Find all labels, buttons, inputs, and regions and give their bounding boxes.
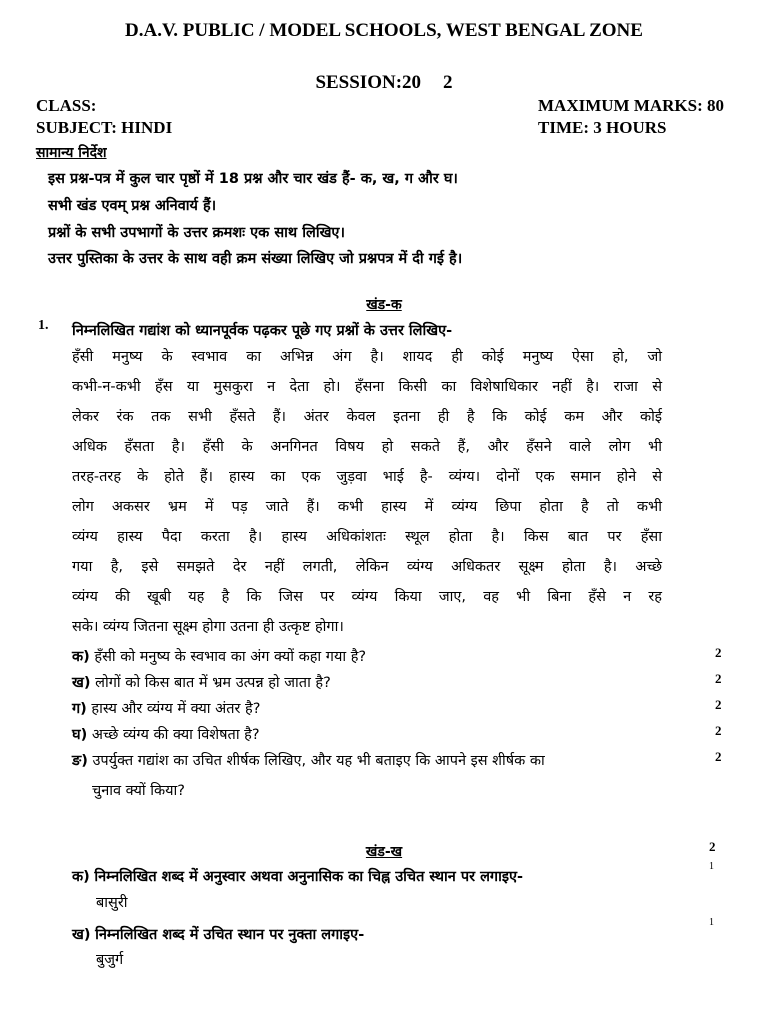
session-tail: 2: [443, 72, 453, 93]
question-number: 1.: [38, 318, 49, 333]
sub-question-label: ङ): [72, 753, 88, 769]
passage-line: लोग अकसर भ्रम में पड़ जाते हैं। कभी हास्य में व्यंग्य छिपा होता है तो कभी: [72, 499, 662, 515]
passage-line: सके। व्यंग्य जितना सूक्ष्म होगा उतना ही उत्कृष्ट होगा।: [72, 619, 344, 635]
instruction-item: प्रश्नों के सभी उपभागों के उत्तर क्रमशः एक साथ लिखिए।: [48, 225, 345, 241]
sub-question: [72, 698, 260, 718]
marks: 2: [709, 839, 716, 854]
answer-word: बासुरी: [96, 895, 128, 911]
passage-line: व्यंग्य हास्य पैदा करता है। हास्य अधिकांशतः स्थूल होता है। किस बात पर हँसा: [72, 529, 662, 545]
sub-question-continuation: चुनाव क्यों किया?: [92, 783, 185, 799]
passage-line: अधिक हँसता है। हँसी के अनगिनत विषय हो सकते हैं, और हँसने वाले लोग भी: [72, 439, 662, 455]
instruction-item: उत्तर पुस्तिका के उत्तर के साथ वही क्रम संख्या लिखिए जो प्रश्नपत्र में दी गई है।: [48, 251, 463, 267]
school-title: D.A.V. PUBLIC / MODEL SCHOOLS, WEST BENGAL ZONE: [125, 20, 643, 41]
sub-question-label: क): [72, 869, 90, 885]
sub-question: [72, 724, 260, 744]
sub-question: [72, 750, 545, 770]
question-1-text: निम्नलिखित गद्यांश को ध्यानपूर्वक पढ़कर पूछे गए प्रश्नों के उत्तर लिखिए-: [72, 323, 453, 339]
subject-label: SUBJECT: HINDI: [36, 118, 173, 137]
sub-question-text: अच्छे व्यंग्य की क्या विशेषता है?: [91, 727, 260, 743]
sub-question: [72, 646, 366, 666]
sub-question-text: लोगों को किस बात में भ्रम उत्पन्न हो जाता है?: [95, 675, 331, 691]
marks: 2: [715, 697, 722, 712]
passage-line: लेकर रंक तक सभी हँसते हैं। अंतर केवल इतना ही है कि कोई कम और कोई: [72, 409, 662, 425]
passage-line: गया है, इसे समझते देर नहीं लगती, लेकिन व्यंग्य अधिकतर सूक्ष्म होता है। अच्छे: [72, 559, 662, 575]
passage-line: व्यंग्य की खूबी यह है कि जिस पर व्यंग्य किया जाए, वह भी बिना हँसे न रह: [72, 589, 662, 605]
marks: 2: [715, 749, 722, 764]
class-label: CLASS:: [36, 96, 97, 115]
sub-question-text: हँसी को मनुष्य के स्वभाव का अंग क्यों कहा गया है?: [94, 649, 367, 665]
session-label: SESSION:20: [315, 72, 422, 93]
section-b-title: खंड-ख: [365, 844, 403, 860]
sub-question-label: घ): [72, 727, 88, 743]
sub-question-label: क): [72, 649, 90, 665]
sub-question-text: निम्नलिखित शब्द में उचित स्थान पर नुक्ता लगाइए-: [95, 927, 365, 943]
instruction-item: सभी खंड एवम् प्रश्न अनिवार्य हैं।: [48, 198, 217, 214]
sub-question: [72, 866, 523, 886]
sub-question: [72, 672, 331, 692]
sub-question-label: ख): [72, 675, 91, 691]
sub-question-label: ग): [72, 701, 87, 717]
maximum-marks: MAXIMUM MARKS: 80: [538, 96, 725, 115]
passage-line: तरह-तरह के होते हैं। हास्य का एक जुड़वा भाई है- व्यंग्य। दोनों एक समान होने से: [72, 469, 662, 485]
marks: 2: [715, 723, 722, 738]
instruction-item: इस प्रश्न-पत्र में कुल चार पृष्ठों में 18 प्रश्न और चार खंड हैं- क, ख, ग और घ।: [48, 171, 458, 187]
passage-line: हँसी मनुष्य के स्वभाव का अभिन्न अंग है। शायद ही कोई मनुष्य ऐसा हो, जो: [72, 349, 662, 365]
sub-question-label: ख): [72, 927, 91, 943]
marks: 2: [715, 671, 722, 686]
session-line: [0, 72, 768, 94]
sub-question-text: हास्य और व्यंग्य में क्या अंतर है?: [91, 701, 261, 717]
sub-question-text: निम्नलिखित शब्द में अनुस्वार अथवा अनुनासिक का चिह्न उचित स्थान पर लगाइए-: [94, 869, 524, 885]
passage-line: कभी-न-कभी हँस या मुसकुरा न देता हो। हँसना किसी का विशेषाधिकार नहीं है। राजा से: [72, 379, 662, 395]
sub-question: [72, 924, 364, 944]
marks: 1: [709, 917, 714, 928]
time-label: TIME: 3 HOURS: [538, 118, 667, 137]
sub-question-text: उपर्युक्त गद्यांश का उचित शीर्षक लिखिए, और यह भी बताइए कि आपने इस शीर्षक का: [92, 753, 545, 769]
marks: 1: [709, 861, 714, 872]
answer-word: बुजुर्ग: [96, 952, 124, 968]
section-a-title: खंड-क: [366, 297, 402, 313]
instructions-heading: सामान्य निर्देश: [36, 145, 107, 161]
marks: 2: [715, 645, 722, 660]
